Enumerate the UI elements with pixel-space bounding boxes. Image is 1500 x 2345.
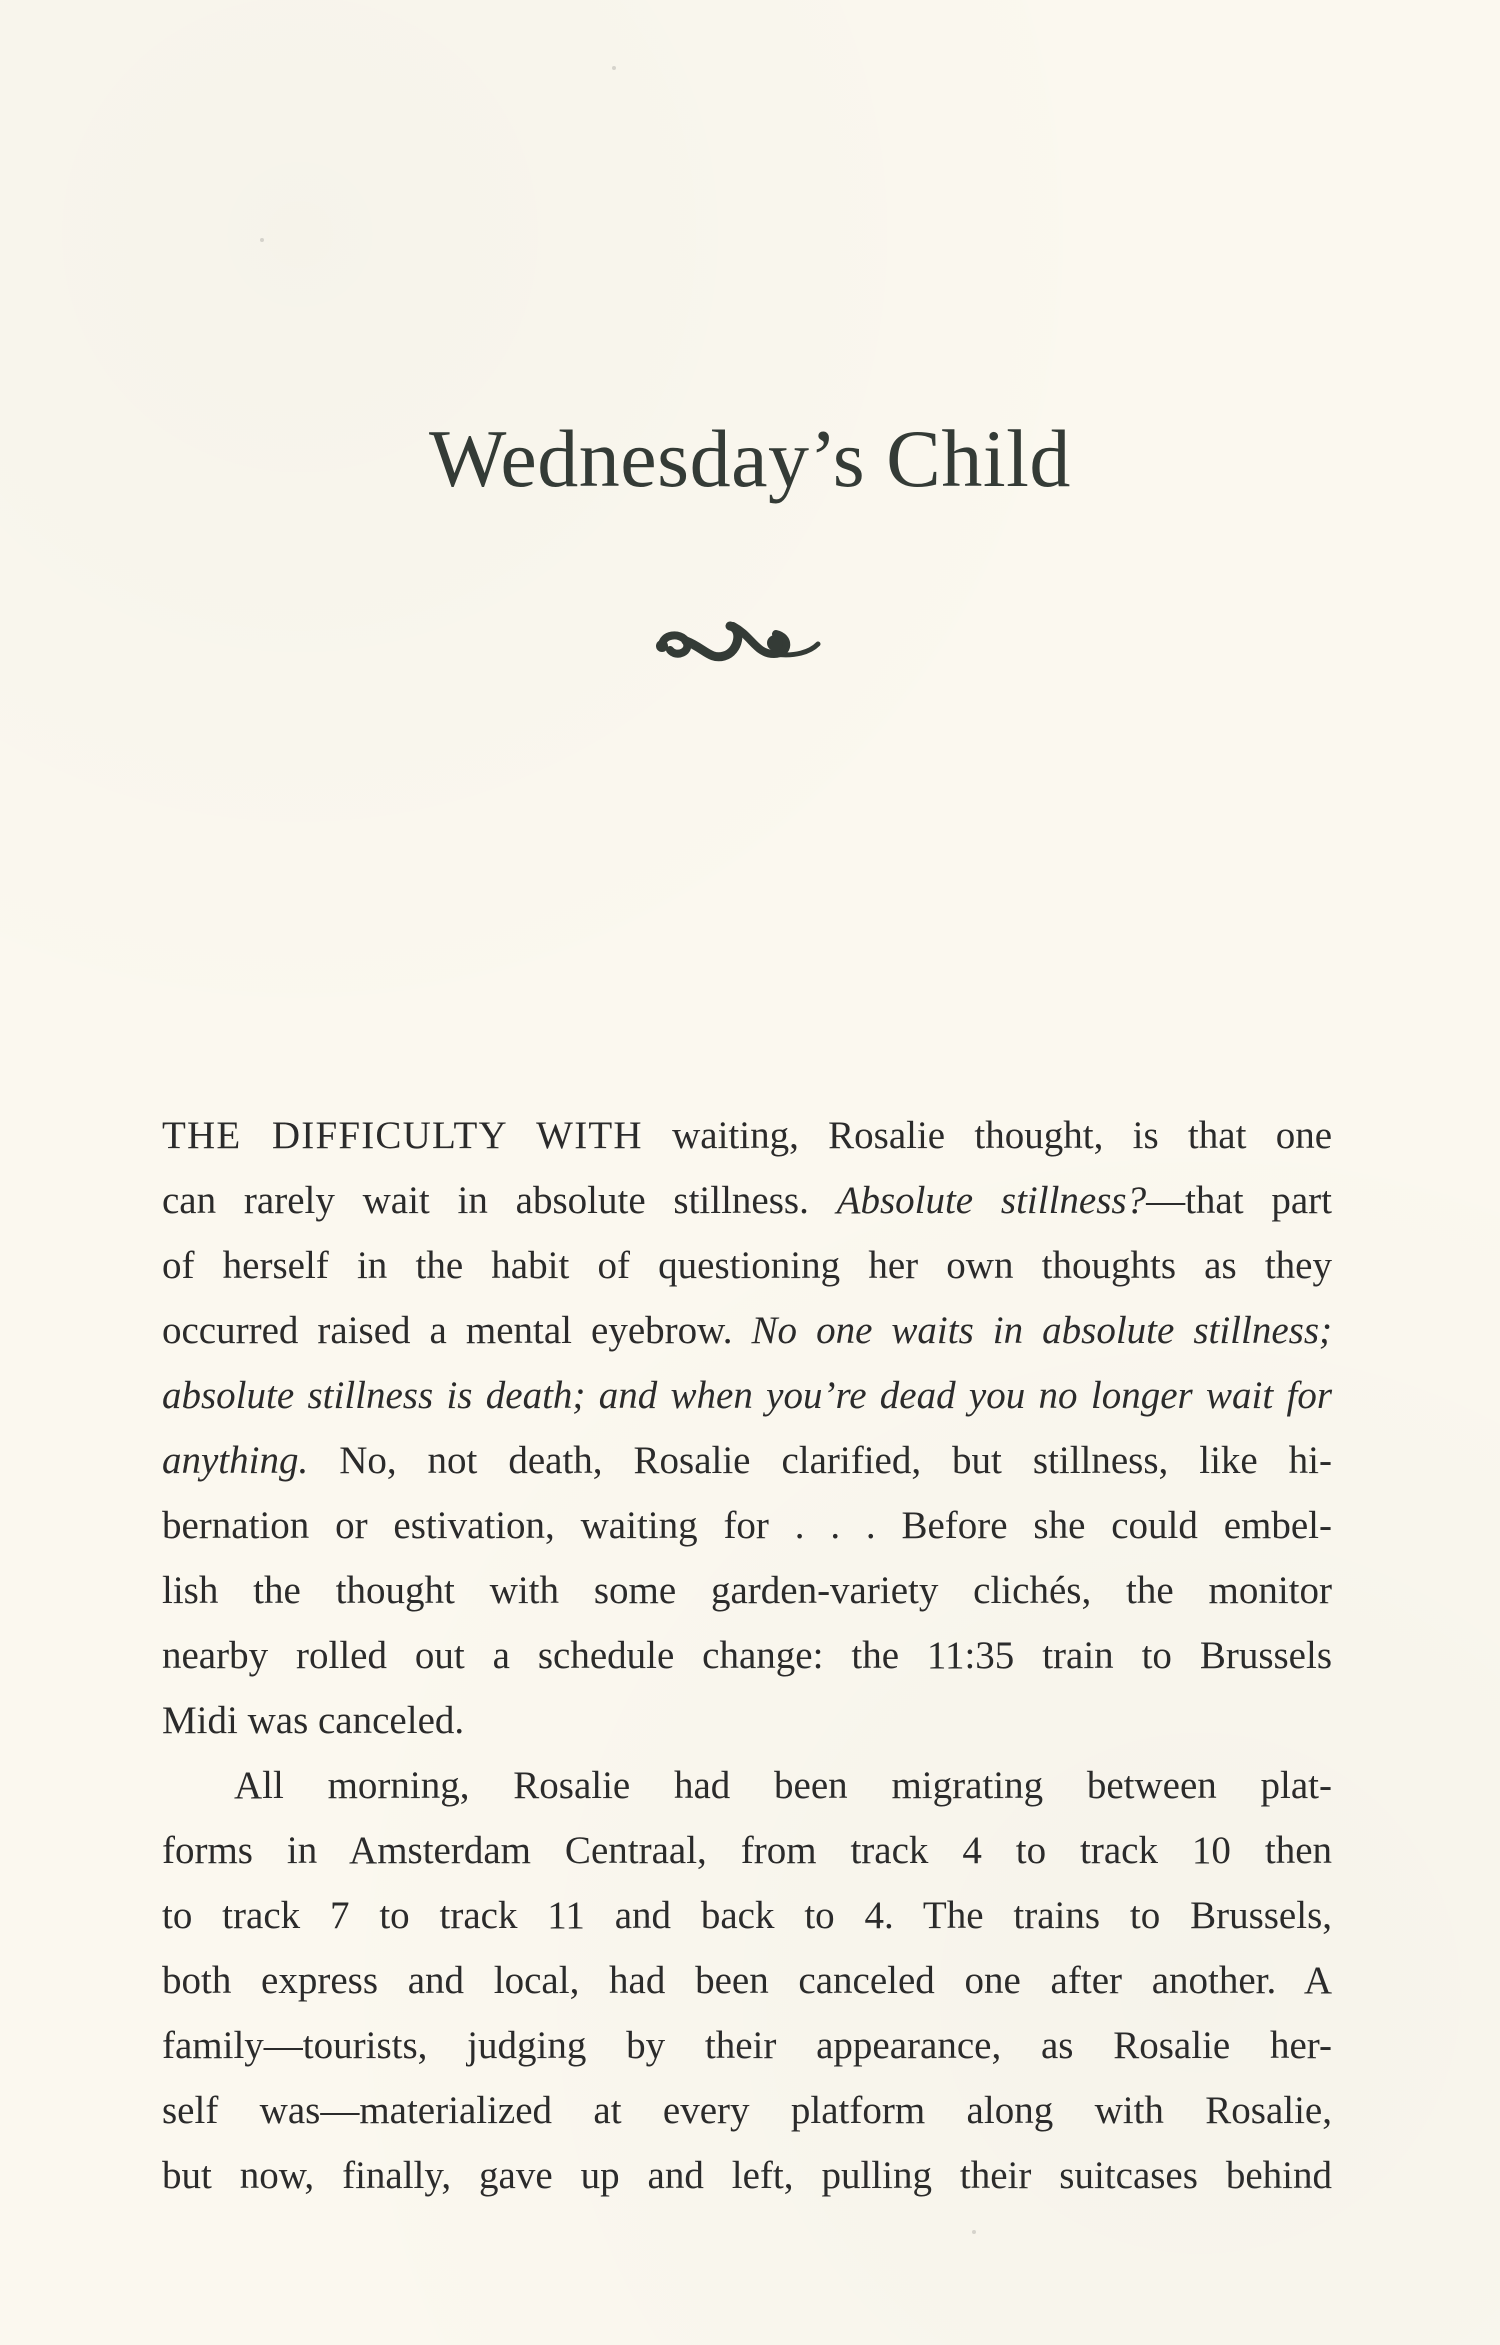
paragraph-1-line-2-end: —that part xyxy=(1146,1179,1332,1222)
page-speck xyxy=(260,238,264,242)
paragraph-2-line-1: All morning, Rosalie had been migrating between plat- xyxy=(234,1764,1332,1807)
italic-thought: No one waits in absolute stillness; xyxy=(751,1309,1332,1352)
page-speck xyxy=(612,66,616,70)
italic-thought-end: anything. xyxy=(162,1439,309,1482)
chapter-body-text xyxy=(162,1103,1332,2208)
paragraph-1-line-3: of herself in the habit of questioning her own thoughts as they xyxy=(162,1244,1332,1287)
paragraph-1-line-4-text: occurred raised a mental eyebrow. xyxy=(162,1309,752,1352)
italic-thought: Absolute stillness? xyxy=(836,1179,1147,1222)
paragraph-1-line-7: bernation or estivation, waiting for . . . Before she could embel- xyxy=(162,1504,1332,1547)
paragraph-1-line-2 xyxy=(162,1168,1332,1233)
chapter-title: Wednesday’s Child xyxy=(429,413,1071,504)
paragraph-1-line-2-text: can rarely wait in absolute stillness. xyxy=(162,1179,837,1222)
paragraph-2-line-4: both express and local, had been canceled one after another. A xyxy=(162,1959,1332,2002)
paragraph-1-line-5: absolute stillness is death; and when you’re dead you no longer wait for xyxy=(162,1374,1332,1417)
flourish-ornament-icon xyxy=(642,610,842,680)
paragraph-2-line-5: family—tourists, judging by their appearance, as Rosalie her- xyxy=(162,2024,1332,2067)
paragraph-1-line-6 xyxy=(162,1428,1332,1493)
paragraph-2-line-7: but now, finally, gave up and left, pulling their suitcases behind xyxy=(162,2154,1332,2197)
paragraph-1-line-1-text: waiting, Rosalie thought, is that one xyxy=(672,1114,1333,1157)
paragraph-1-line-9: nearby rolled out a schedule change: the 11:35 train to Brussels xyxy=(162,1634,1332,1677)
chapter-opening-small-caps: THE DIFFICULTY WITH xyxy=(162,1114,643,1157)
paragraph-1-line-10: Midi was canceled. xyxy=(162,1699,465,1742)
paragraph-2-line-3: to track 7 to track 11 and back to 4. The trains to Brussels, xyxy=(162,1894,1332,1937)
paragraph-2-line-6: self was—materialized at every platform along with Rosalie, xyxy=(162,2089,1332,2132)
paragraph-1-line-6-text: No, not death, Rosalie clarified, but stillness, like hi- xyxy=(308,1439,1332,1482)
paragraph-1-line-8: lish the thought with some garden-variety clichés, the monitor xyxy=(162,1569,1332,1612)
paragraph-2-line-2: forms in Amsterdam Centraal, from track 4 to track 10 then xyxy=(162,1829,1332,1872)
paragraph-1-line-1 xyxy=(162,1103,1332,1168)
paragraph-1-line-4 xyxy=(162,1298,1332,1363)
page-speck xyxy=(972,2230,976,2234)
